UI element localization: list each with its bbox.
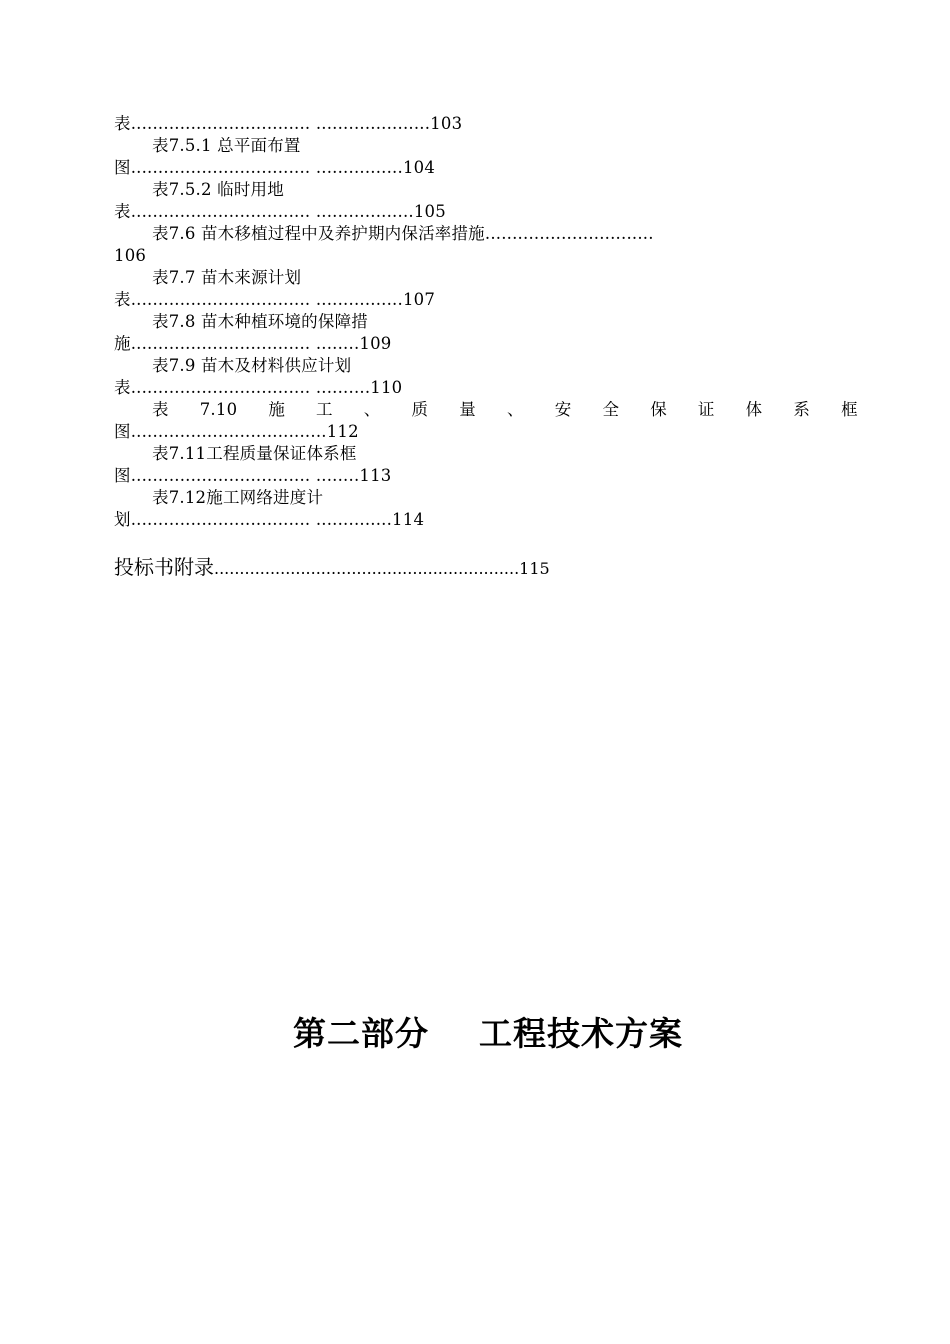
- toc-word: 量: [459, 400, 476, 419]
- toc-line-cont: 图................................. ........113: [114, 466, 392, 485]
- appendix-page-number: 115: [519, 559, 550, 578]
- toc-entry-7-7: 表7.7 苗木来源计划: [152, 268, 302, 287]
- toc-entry-7-12: 表7.12施工网络进度计: [152, 488, 324, 507]
- toc-line-cont: 划................................. ..............114: [114, 510, 425, 529]
- toc-line-cont: 表................................. ................107: [114, 290, 436, 309]
- toc-word: 证: [697, 400, 715, 419]
- toc-word: 安: [554, 400, 572, 419]
- toc-word: 保: [650, 400, 667, 419]
- toc-word: 7.10: [199, 400, 238, 419]
- toc-word: 体: [745, 400, 763, 419]
- toc-line-cont: 表................................. ..................105: [114, 202, 446, 221]
- toc-word: 、: [506, 400, 524, 419]
- toc-line-cont: 表................................. .....................103: [114, 114, 463, 133]
- table-of-contents: [114, 113, 860, 531]
- appendix-dots: ............................................................: [214, 559, 520, 578]
- toc-entry-appendix: [114, 554, 550, 582]
- toc-line-cont: 106: [114, 246, 147, 265]
- toc-word: 全: [602, 400, 620, 419]
- toc-word: 表: [152, 400, 169, 419]
- toc-entry-7-6: 表7.6 苗木移植过程中及养护期内保活率措施...............................: [152, 224, 654, 243]
- appendix-label: 投标书附录: [114, 555, 214, 579]
- toc-entry-7-10: [114, 399, 860, 421]
- toc-word: 施: [268, 400, 286, 419]
- toc-entry-7-8: 表7.8 苗木种植环境的保障措: [152, 312, 368, 331]
- toc-entry-7-9: 表7.9 苗木及材料供应计划: [152, 356, 352, 375]
- toc-word: 框: [841, 400, 858, 419]
- toc-word: 、: [363, 400, 381, 419]
- toc-entry-7-5-1: 表7.5.1 总平面布置: [152, 136, 301, 155]
- toc-line-cont: 施................................. ........109: [114, 334, 392, 353]
- part-title: 第二部分 工程技术方案: [293, 1014, 683, 1053]
- toc-entry-7-11: 表7.11工程质量保证体系框: [152, 444, 357, 463]
- toc-line-cont: 图................................. ................104: [114, 158, 436, 177]
- toc-word: 工: [316, 400, 333, 419]
- toc-line-cont: 表................................. ..........110: [114, 378, 403, 397]
- toc-word: 质: [411, 400, 429, 419]
- toc-word: 系: [793, 400, 811, 419]
- toc-line-cont: 图....................................112: [114, 422, 359, 441]
- toc-entry-7-5-2: 表7.5.2 临时用地: [152, 180, 284, 199]
